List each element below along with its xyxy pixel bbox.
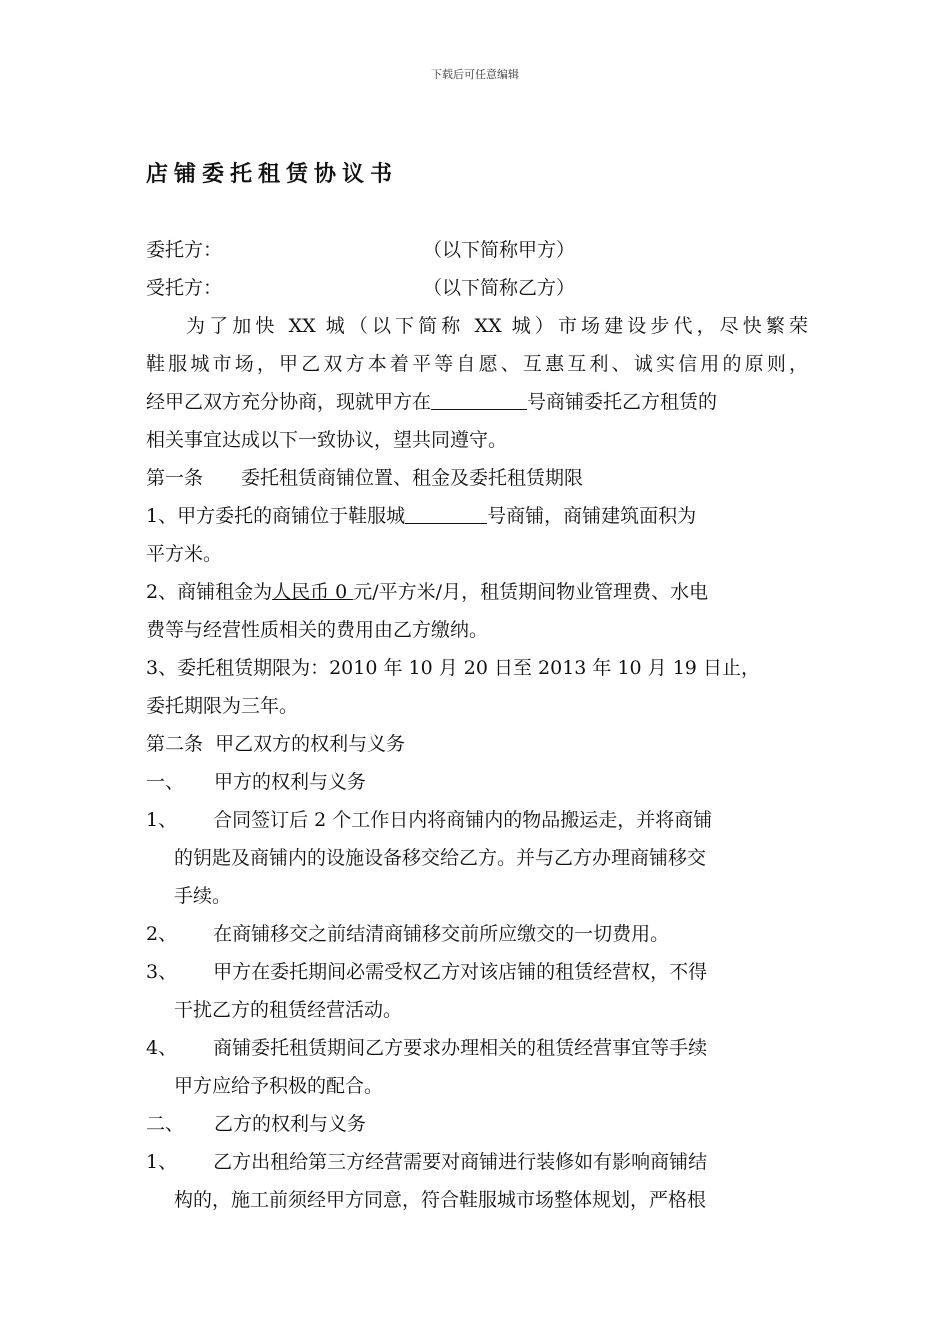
principal-label: 委托方： — [146, 239, 223, 261]
document-body — [146, 231, 808, 1219]
agent-label: 受托方： — [146, 277, 223, 299]
clause-a1-cont-2: 手续。 — [174, 885, 232, 907]
clause-a4-cont: 甲方应给予积极的配合。 — [174, 1075, 384, 1097]
article-1-item-1: 1、甲方委托的商铺位于鞋服城 号商铺，商铺建筑面积为 — [146, 497, 808, 535]
article-2-heading: 第二条 甲乙双方的权利与义务 — [146, 733, 406, 755]
clause-a2: 2、 在商铺移交之前结清商铺移交前所应缴交的一切费用。 — [146, 923, 670, 945]
clause-b1: 1、 乙方出租给第三方经营需要对商铺进行装修如有影响商铺结 — [146, 1151, 708, 1173]
section-2-heading: 二、 乙方的权利与义务 — [146, 1113, 367, 1135]
clause-a1-cont-1: 的钥匙及商铺内的设施设备移交给乙方。并与乙方办理商铺移交 — [174, 847, 707, 869]
intro-line-3: 经甲乙双方充分协商，现就甲方在 号商铺委托乙方租赁的 — [146, 383, 808, 421]
article-1-item-1-cont: 平方米。 — [146, 543, 223, 565]
clause-b1-cont: 构的，施工前须经甲方同意，符合鞋服城市场整体规划，严格根 — [174, 1189, 707, 1211]
agent-suffix: （以下简称乙方） — [423, 277, 576, 299]
shop-location-blank[interactable] — [405, 501, 487, 524]
shop-number-blank[interactable] — [431, 387, 527, 410]
document-title: 店铺委托租赁协议书 — [146, 161, 399, 187]
article-1-item-2-cont: 费等与经营性质相关的费用由乙方缴纳。 — [146, 619, 489, 641]
clause-a4: 4、 商铺委托租赁期间乙方要求办理相关的租赁经营事宜等手续 — [146, 1037, 708, 1059]
section-1-heading: 一、 甲方的权利与义务 — [146, 771, 367, 793]
rent-amount: 人民币 0 — [272, 581, 354, 603]
agent-line — [146, 269, 808, 307]
clause-a3: 3、 甲方在委托期间必需受权乙方对该店铺的租赁经营权，不得 — [146, 961, 708, 983]
article-1-heading: 第一条 委托租赁商铺位置、租金及委托租赁期限 — [146, 467, 584, 489]
principal-suffix: （以下简称甲方） — [423, 239, 576, 261]
intro-line-1: 为了加快 XX 城（以下简称 XX 城）市场建设步代，尽快繁荣 — [186, 315, 808, 337]
header-note: 下载后可任意编辑 — [431, 68, 519, 81]
clause-a3-cont: 干扰乙方的租赁经营活动。 — [174, 999, 403, 1021]
article-1-item-3-cont: 委托期限为三年。 — [146, 695, 299, 717]
clause-a1: 1、 合同签订后 2 个工作日内将商铺内的物品搬运走，并将商铺 — [146, 809, 713, 831]
intro-line-2: 鞋服城市场，甲乙双方本着平等自愿、互惠互利、诚实信用的原则， — [146, 353, 808, 375]
principal-line — [146, 231, 808, 269]
article-1-item-3: 3、委托租赁期限为：2010 年 10 月 20 日至 2013 年 10 月 19 日止， — [146, 657, 760, 679]
intro-line-4: 相关事宜达成以下一致协议，望共同遵守。 — [146, 429, 508, 451]
article-1-item-2: 2、商铺租金为人民币 0 元/平方米/月，租赁期间物业管理费、水电 — [146, 581, 709, 603]
